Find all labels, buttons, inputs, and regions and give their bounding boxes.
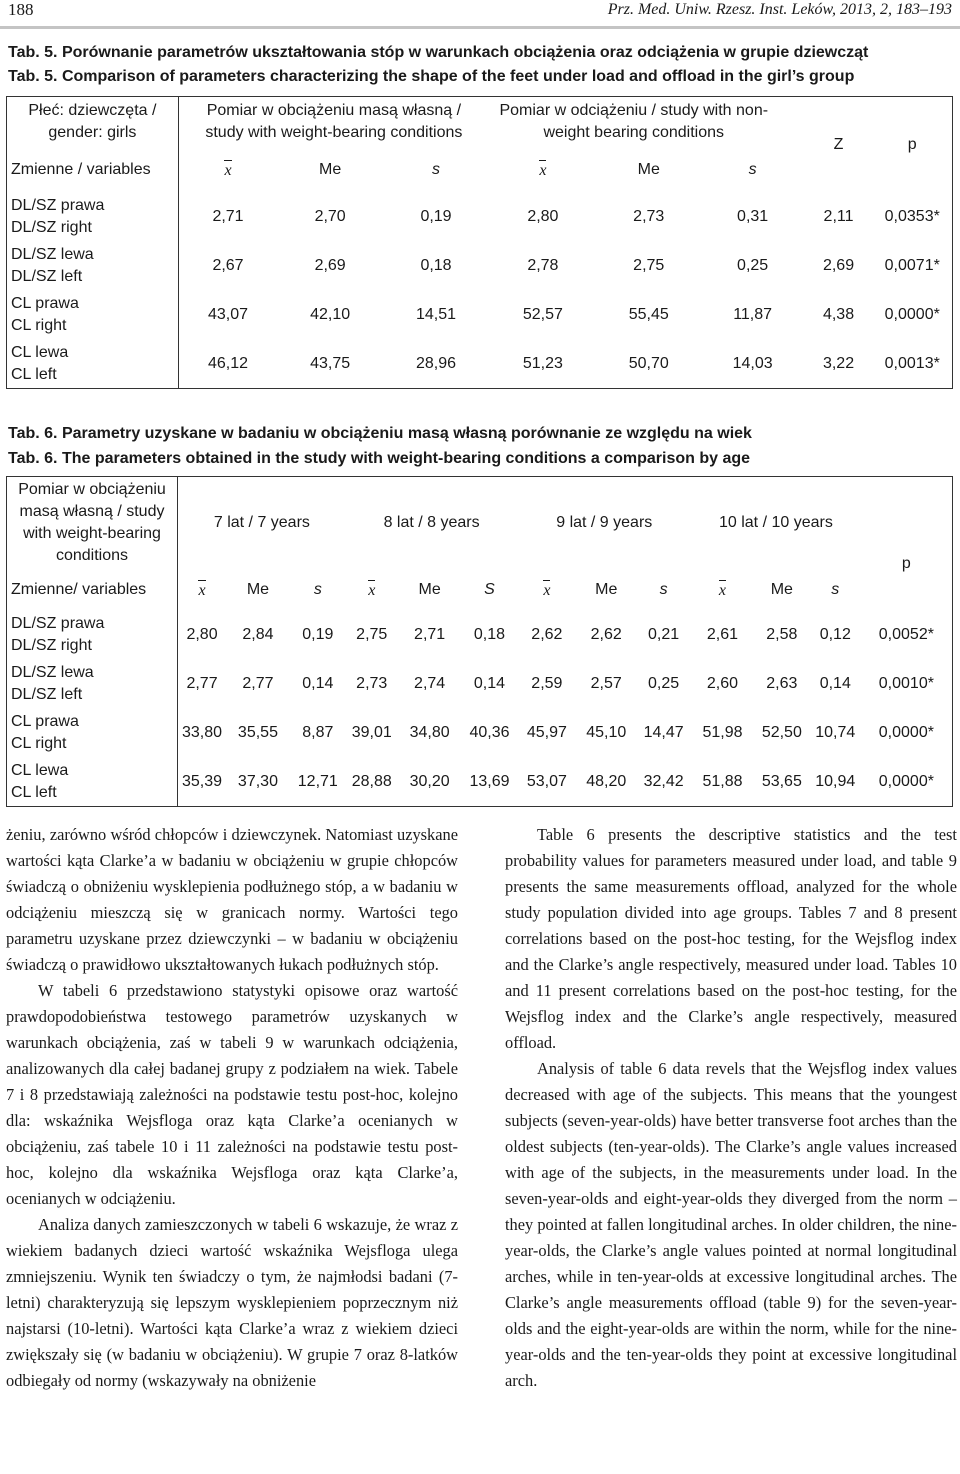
table-cell: 2,77 — [242, 675, 274, 692]
paragraph: żeniu, zarówno wśród chłopców i dziewczynek. Natomiast uzyskane wartości kąta Clarke’a w badaniu w obciążeniu w grupie chłopców świadczą o obniżeniu wysklepienia podłużnego stóp, a w badaniu w odciążeniu mieszczą się w granicach normy. Wartości tego parametru uzyskane przez dziewczynki – w badaniu w obciążeniu świadczą o prawidłowo ukształtowanych łukach podłużnych stóp. — [6, 825, 458, 974]
table-cell: 50,70 — [597, 340, 701, 389]
table-cell: 2,80 — [186, 626, 218, 643]
table-cell: 13,69 — [462, 758, 518, 807]
table-cell: 0,25 — [737, 257, 769, 274]
table6-head-line4: conditions — [55, 546, 129, 564]
table5-load-header-line2: study with weight-bearing conditions — [205, 123, 463, 141]
table5-offload-header-line1: Pomiar w odciążeniu / study with non- — [499, 101, 769, 119]
table-cell: 2,70 — [314, 208, 346, 225]
table-cell: 2,71 — [414, 626, 446, 643]
table-cell: 0,0010* — [878, 675, 934, 692]
table6-variables-label: Zmienne/ variables — [7, 569, 178, 611]
table5-offload-header-line2: weight bearing conditions — [543, 123, 725, 141]
table-cell: 33,80 — [182, 724, 223, 741]
table-cell: 2,60 — [706, 675, 739, 692]
table5-stat-sd-2: s — [748, 160, 757, 178]
table5-caption-en: Tab. 5. Comparison of parameters characterizing the shape of the feet under load and offload in the girl’s group — [8, 68, 855, 85]
row-label-en: CL right — [11, 735, 67, 752]
table-cell: 0,0013* — [873, 340, 953, 389]
table-cell: 55,45 — [628, 306, 669, 323]
table-cell: 0,0000* — [861, 758, 953, 807]
table-cell: 2,58 — [766, 626, 798, 643]
table-cell: 40,36 — [469, 724, 510, 741]
table6-age-7: 7 lat / 7 years — [213, 513, 310, 531]
table6-stat-5: S — [484, 580, 495, 598]
table5-caption-pl: Tab. 5. Porównanie parametrów ukształtowania stóp w warunkach obciążenia oraz odciążenia w grupie dziewcząt — [8, 44, 869, 61]
table-cell: 2,75 — [356, 626, 388, 643]
table-row — [7, 193, 953, 242]
table-cell: 0,0000* — [878, 724, 934, 741]
table-cell: 12,71 — [290, 758, 346, 807]
row-label-en: DL/SZ right — [11, 219, 92, 236]
mean-symbol: x — [539, 161, 547, 179]
table-cell: 0,14 — [819, 675, 851, 692]
table-cell: 34,80 — [409, 724, 450, 741]
row-label — [7, 611, 178, 660]
table-cell: 51,98 — [702, 724, 743, 741]
table-row — [7, 611, 953, 660]
table-cell: 10,94 — [810, 758, 861, 807]
table-cell: 43,75 — [277, 340, 383, 389]
table5-p-header: p — [907, 135, 917, 153]
journal-citation: Prz. Med. Uniw. Rzesz. Inst. Leków, 2013, 2, 183–193 — [607, 1, 952, 18]
table-cell: 2,84 — [242, 626, 274, 643]
table-cell: 45,97 — [526, 724, 567, 741]
row-label — [7, 709, 178, 758]
table-cell: 2,80 — [527, 208, 559, 225]
table6-caption-pl: Tab. 6. Parametry uzyskane w badaniu w obciążeniu masą własną porównanie ze względu na wiek — [8, 425, 752, 442]
table-cell: 52,57 — [522, 306, 563, 323]
table-cell: 0,25 — [648, 675, 680, 692]
table-cell: 28,96 — [383, 340, 489, 389]
table6-caption-en: Tab. 6. The parameters obtained in the study with weight-bearing conditions a comparison by age — [8, 450, 751, 467]
table-cell: 43,07 — [207, 306, 249, 323]
table5-group-line2: gender: girls — [48, 123, 137, 141]
table6-head-line1: Pomiar w obciążeniu — [18, 480, 166, 498]
table-cell: 48,20 — [576, 758, 636, 807]
table-cell: 52,50 — [761, 724, 802, 741]
table-cell: 14,51 — [415, 306, 457, 323]
header-rule — [0, 26, 960, 29]
table5-stat-mean-2 — [489, 147, 597, 193]
table-cell: 30,20 — [398, 758, 462, 807]
table-cell: 2,74 — [414, 675, 446, 692]
table6-head-line3: with weight-bearing — [23, 524, 161, 542]
table6-stat-9 — [691, 569, 754, 611]
table6-stat-3 — [346, 569, 398, 611]
mean-symbol: x — [368, 581, 376, 599]
table5-stat-mean — [178, 147, 277, 193]
mean-symbol: x — [224, 161, 232, 179]
table-cell: 8,87 — [302, 724, 334, 741]
paragraph: W tabeli 6 przedstawiono statystyki opisowe oraz wartość prawdopodobieństwa testowego parametrów uzyskanych w warunkach obciążenia, zaś w tabeli 9 w warunkach odciążenia, analizowanych dla całej badanej grupy z podziałem na wiek. Tabele 7 i 8 przedstawiają zależności na podstawie testu post-hoc, kolejno dla: wskaźnika Wejsfloga oraz kąta Clarke’a ocenianych w obciążeniu, zaś tabele 10 i 11 zależności na podstawie testu post-hoc, kolejno dla wskaźnika Wejsfloga oraz kąta Clarke’a, ocenianych w odciążeniu. — [6, 981, 458, 1208]
row-label-pl: DL/SZ prawa — [11, 197, 105, 214]
table-row — [7, 758, 953, 807]
row-label — [7, 758, 178, 807]
table6-age-9: 9 lat / 9 years — [556, 513, 653, 531]
row-label-en: CL left — [11, 783, 57, 801]
table5-stat-sd: s — [432, 160, 441, 178]
table-cell: 11,87 — [733, 306, 773, 323]
table6-head-line2: masą własną / study — [19, 502, 165, 520]
row-label — [7, 242, 179, 291]
table-cell: 0,0353* — [884, 208, 940, 225]
row-label-pl: CL prawa — [11, 713, 79, 730]
table-cell: 53,07 — [517, 758, 576, 807]
table-cell: 2,62 — [590, 626, 622, 643]
mean-symbol: x — [718, 581, 727, 599]
table-row — [7, 660, 953, 709]
table-row — [7, 291, 953, 340]
table-cell: 51,88 — [691, 758, 754, 807]
table-cell: 2,61 — [706, 626, 739, 643]
table-cell: 2,67 — [212, 257, 244, 274]
paragraph: Analiza danych zamieszczonych w tabeli 6 wskazuje, że wraz z wiekiem badanych dzieci wartość wskaźnika Wejsfloga ulega zmniejszeniu. Wynik ten świadczy o tym, że najmłodsi badani (7-letni) charakteryzują się lepszym wysklepieniem poprzecznym niż najstarsi (10-letni). Wartości kąta Clarke’a wraz z wiekiem dzieci zwiększały się (w badaniu w obciążeniu). W grupie 7 oraz 8-latków odbiegały od normy (wskazywały na obniżenie — [6, 1215, 458, 1390]
table-cell: 14,47 — [643, 724, 684, 741]
table-cell: 0,19 — [302, 626, 334, 643]
table5-group-line1: Płeć: dziewczęta / — [28, 101, 157, 119]
table-cell: 2,73 — [633, 208, 665, 225]
body-column-right — [505, 822, 957, 1394]
table-cell: 10,74 — [815, 724, 856, 741]
table-cell: 2,69 — [314, 257, 346, 274]
row-label-pl: CL prawa — [11, 295, 79, 312]
table-cell: 2,69 — [822, 257, 855, 274]
table-cell: 35,55 — [237, 724, 278, 741]
row-label — [7, 340, 179, 389]
table6-stat-11: s — [831, 580, 840, 598]
table-cell: 2,78 — [527, 257, 559, 274]
row-label-en: CL right — [11, 317, 67, 334]
table-cell: 0,31 — [737, 208, 769, 225]
table-cell: 51,23 — [489, 340, 597, 389]
table-cell: 46,12 — [178, 340, 277, 389]
row-label-pl: DL/SZ lewa — [11, 246, 94, 263]
table5-stat-median-2: Me — [637, 160, 660, 178]
table-cell: 35,39 — [178, 758, 227, 807]
table-cell: 4,38 — [822, 306, 855, 323]
row-label — [7, 291, 179, 340]
row-label-pl: DL/SZ lewa — [11, 664, 94, 681]
row-label-pl: DL/SZ prawa — [11, 615, 105, 632]
table-cell: 2,11 — [823, 208, 854, 225]
row-label-pl: CL lewa — [11, 343, 69, 361]
table-cell: 42,10 — [310, 306, 351, 323]
table-cell: 0,14 — [302, 675, 334, 692]
table6-stat-8: s — [659, 580, 668, 598]
table6-age-10: 10 lat / 10 years — [718, 513, 833, 531]
table-cell: 0,21 — [648, 626, 680, 643]
row-label-en: DL/SZ left — [11, 686, 83, 703]
table5-offload-header — [489, 97, 805, 147]
body-column-left — [6, 822, 458, 1394]
table-cell: 2,71 — [212, 208, 244, 225]
table5-z-header: Z — [833, 135, 844, 153]
table-cell: 0,12 — [819, 626, 851, 643]
table5-load-header-line1: Pomiar w obciążeniu masą własną / — [206, 101, 462, 119]
table-cell: 53,65 — [754, 758, 810, 807]
table-cell: 2,63 — [766, 675, 798, 692]
table-cell: 45,10 — [586, 724, 627, 741]
table-cell: 0,14 — [473, 675, 506, 692]
table-row — [7, 242, 953, 291]
table6-stat-6 — [517, 569, 576, 611]
table-cell: 0,0000* — [884, 306, 940, 323]
table6-stat-1: Me — [246, 580, 270, 598]
table-cell: 2,59 — [531, 675, 563, 692]
table-cell: 0,0052* — [878, 626, 934, 643]
table6-age-8: 8 lat / 8 years — [383, 513, 480, 531]
row-label-pl: CL lewa — [11, 761, 69, 779]
table6 — [6, 476, 953, 807]
table-row — [7, 340, 953, 389]
row-label-en: CL left — [11, 365, 57, 383]
table-cell: 39,01 — [351, 724, 392, 741]
table6-stat-10: Me — [770, 580, 793, 598]
table-cell: 2,62 — [531, 626, 563, 643]
table-cell: 14,03 — [701, 340, 805, 389]
table-cell: 0,19 — [420, 208, 452, 225]
table-cell: 28,88 — [346, 758, 398, 807]
table-cell: 0,18 — [420, 257, 452, 274]
table5 — [6, 96, 953, 389]
row-label-en: DL/SZ right — [11, 637, 92, 654]
table6-head-cell — [7, 477, 178, 569]
table-cell: 2,77 — [186, 675, 218, 692]
row-label — [7, 660, 178, 709]
table5-load-header — [178, 97, 489, 147]
table-cell: 32,42 — [636, 758, 691, 807]
page-header — [0, 0, 960, 22]
paragraph: Analysis of table 6 data revels that the Wejsflog index values decreased with age of the subjects. This means that the youngest subjects (seven-year-olds) have better transverse foot arches than the oldest subjects (ten-year-olds). The Clarke’s angle values increased with age of the subjects, in the measurements under load. In the seven-year-olds and eight-year-olds they diverged from the norm – they pointed at fallen longitudinal arches. In older children, the nine-year-olds, the Clarke’s angle values pointed at normal longitudinal arches, while in ten-year-olds at excessive longitudinal arches. The Clarke’s angle measurements offload (table 9) for the seven-year-olds and the eight-year-olds are within the norm, while for the nine-year-olds and the ten-year-olds they point at excessive longitudinal arch. — [505, 1059, 957, 1390]
table6-p-header: p — [901, 554, 911, 572]
row-label — [7, 193, 179, 242]
table5-variables-label: Zmienne / variables — [7, 147, 179, 193]
table5-group-cell — [7, 97, 179, 147]
table-row — [7, 709, 953, 758]
table-cell: 2,75 — [633, 257, 665, 274]
table-cell: 2,73 — [356, 675, 388, 692]
table6-stat-4: Me — [418, 580, 441, 598]
page-number: 188 — [8, 0, 34, 19]
table-cell: 37,30 — [226, 758, 290, 807]
row-label-en: DL/SZ left — [11, 268, 83, 285]
table6-stat-0 — [178, 569, 227, 611]
table5-stat-median: Me — [319, 160, 342, 178]
table-cell: 0,0071* — [884, 257, 940, 274]
table6-stat-7: Me — [595, 580, 618, 598]
paragraph: Table 6 presents the descriptive statistics and the test probability values for parameters measured under load, and table 9 presents the same measurements offload, analyzed for the whole study population divided into age groups. Tables 7 and 8 present correlations based on the post-hoc testing, for the Wejsflog index and the Clarke’s angle respectively, measured under load. Tables 10 and 11 present correlations based on the post-hoc testing, for the Wejsflog index and the Clarke’s angle respectively, measured offload. — [505, 825, 957, 1052]
mean-symbol: x — [198, 581, 206, 599]
table-cell: 2,57 — [590, 675, 622, 692]
table6-stat-2: s — [313, 580, 322, 598]
table-cell: 3,22 — [805, 340, 873, 389]
table-cell: 0,18 — [473, 626, 506, 643]
mean-symbol: x — [543, 581, 551, 599]
